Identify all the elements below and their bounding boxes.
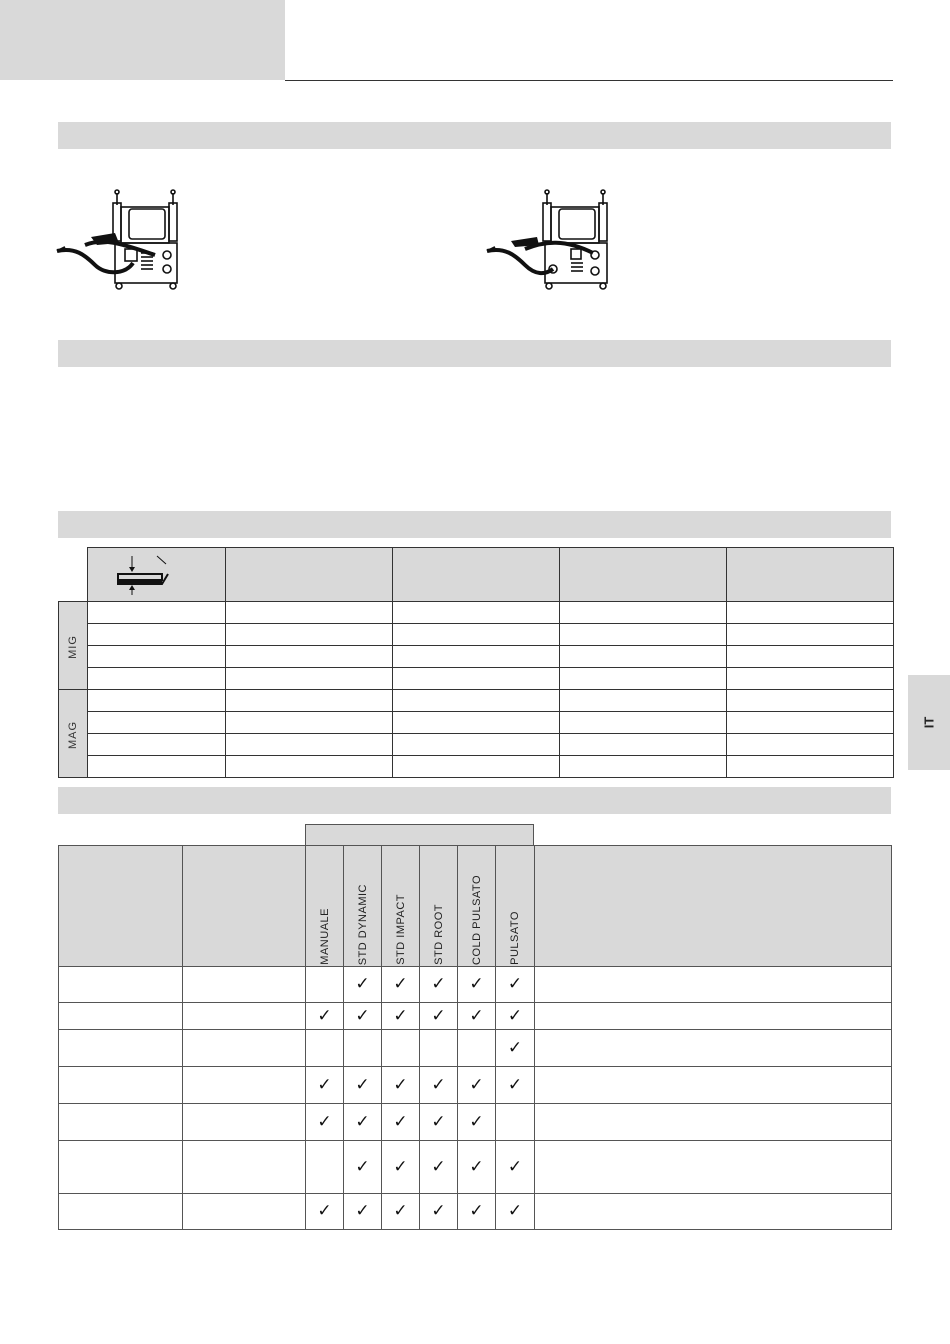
table-cell xyxy=(226,668,393,690)
mode-cell xyxy=(458,1030,496,1067)
mode-col-std-impact xyxy=(382,846,420,967)
mode-col-std-dynamic xyxy=(344,846,382,967)
table-cell xyxy=(560,712,727,734)
table-row xyxy=(59,1194,892,1230)
check-icon: ✓ xyxy=(431,974,446,993)
check-icon: ✓ xyxy=(317,1005,332,1025)
check-icon: ✓ xyxy=(469,1156,484,1176)
mode-cell xyxy=(306,1141,344,1194)
section-band-thickness-table xyxy=(58,511,891,538)
welder-illustration-right xyxy=(485,185,620,295)
notes-cell xyxy=(535,1194,892,1230)
mode-cell xyxy=(420,1194,458,1230)
table-cell xyxy=(226,690,393,712)
thickness-table xyxy=(58,547,894,778)
check-icon: ✓ xyxy=(469,1111,484,1131)
check-icon: ✓ xyxy=(393,974,408,993)
notes-cell xyxy=(535,967,892,1003)
mode-cell xyxy=(344,1030,382,1067)
function-cell xyxy=(59,1003,183,1030)
mode-col-label: STD IMPACT xyxy=(394,894,407,965)
modes-table xyxy=(58,845,892,1230)
mode-cell xyxy=(496,1003,535,1030)
modes-header-cell-notes xyxy=(535,846,892,967)
mode-cell xyxy=(458,1141,496,1194)
table-cell xyxy=(393,646,560,668)
check-icon: ✓ xyxy=(507,1037,523,1057)
check-icon: ✓ xyxy=(431,1005,446,1025)
value-cell xyxy=(183,1194,306,1230)
mode-cell xyxy=(306,967,344,1003)
mode-cell xyxy=(306,1003,344,1030)
check-icon: ✓ xyxy=(469,1005,484,1025)
table-cell xyxy=(560,690,727,712)
function-cell xyxy=(59,1104,183,1141)
table-cell xyxy=(727,690,894,712)
mode-cell xyxy=(344,1003,382,1030)
check-icon: ✓ xyxy=(507,1005,523,1025)
mode-cell xyxy=(344,1141,382,1194)
value-cell xyxy=(183,1003,306,1030)
mode-cell xyxy=(306,1194,344,1230)
table-cell xyxy=(393,756,560,778)
table-cell xyxy=(393,690,560,712)
table-row xyxy=(59,734,894,756)
welder-illustration-left xyxy=(55,185,190,295)
mode-cell xyxy=(496,1194,535,1230)
function-cell xyxy=(59,967,183,1003)
table-cell xyxy=(727,624,894,646)
table-row xyxy=(59,967,892,1003)
mode-cell xyxy=(420,1030,458,1067)
mode-cell xyxy=(344,1104,382,1141)
check-icon: ✓ xyxy=(355,1111,370,1131)
mode-cell xyxy=(496,1141,535,1194)
check-icon: ✓ xyxy=(431,1074,446,1094)
table-cell xyxy=(727,756,894,778)
section-band-modes-table xyxy=(58,787,891,814)
table-cell xyxy=(727,734,894,756)
table-row xyxy=(59,624,894,646)
thickness-col-header-4 xyxy=(727,548,894,602)
check-icon: ✓ xyxy=(393,1156,408,1176)
language-tab-label: IT xyxy=(921,716,937,729)
mode-col-pulsato xyxy=(496,846,535,967)
group-label-mig xyxy=(59,602,88,690)
check-icon: ✓ xyxy=(355,1156,370,1176)
table-cell xyxy=(226,646,393,668)
thickness-col-header-3 xyxy=(560,548,727,602)
table-cell xyxy=(727,712,894,734)
check-icon: ✓ xyxy=(393,1005,408,1025)
mode-col-manuale xyxy=(306,846,344,967)
check-icon: ✓ xyxy=(469,1201,484,1220)
table-cell xyxy=(393,602,560,624)
check-icon: ✓ xyxy=(507,1156,523,1176)
mode-cell xyxy=(344,1067,382,1104)
table-cell xyxy=(88,756,226,778)
section-band-torch-connection xyxy=(58,122,891,149)
table-cell xyxy=(226,624,393,646)
table-row xyxy=(59,712,894,734)
mode-cell xyxy=(382,967,420,1003)
check-icon: ✓ xyxy=(317,1074,332,1094)
table-cell xyxy=(560,646,727,668)
value-cell xyxy=(183,1141,306,1194)
table-cell xyxy=(88,668,226,690)
function-cell xyxy=(59,1067,183,1104)
mode-col-label: PULSATO xyxy=(509,911,521,965)
table-row xyxy=(59,1104,892,1141)
mode-col-label: STD ROOT xyxy=(432,904,445,965)
table-row xyxy=(59,690,894,712)
table-cell xyxy=(88,602,226,624)
modes-header-row xyxy=(59,846,892,967)
mode-cell xyxy=(420,1141,458,1194)
table-row xyxy=(59,1030,892,1067)
language-tab[interactable] xyxy=(908,675,950,770)
table-cell xyxy=(727,646,894,668)
value-cell xyxy=(183,967,306,1003)
mode-col-label: MANUALE xyxy=(318,908,331,965)
mode-cell xyxy=(420,1104,458,1141)
check-icon: ✓ xyxy=(507,1201,523,1220)
check-icon: ✓ xyxy=(469,974,484,993)
check-icon: ✓ xyxy=(355,974,370,993)
check-icon: ✓ xyxy=(393,1111,408,1131)
mode-cell xyxy=(306,1104,344,1141)
section-band-description xyxy=(58,340,891,367)
mode-cell xyxy=(458,967,496,1003)
notes-cell xyxy=(535,1003,892,1030)
mode-cell xyxy=(382,1067,420,1104)
notes-cell xyxy=(535,1030,892,1067)
table-row xyxy=(59,1003,892,1030)
mode-cell xyxy=(458,1104,496,1141)
table-row xyxy=(59,646,894,668)
check-icon: ✓ xyxy=(431,1111,446,1131)
mode-cell xyxy=(496,1067,535,1104)
table-cell xyxy=(88,712,226,734)
table-cell xyxy=(393,734,560,756)
table-cell xyxy=(88,624,226,646)
table-cell xyxy=(560,624,727,646)
table-cell xyxy=(560,668,727,690)
value-cell xyxy=(183,1030,306,1067)
table-cell xyxy=(226,712,393,734)
mode-cell xyxy=(306,1030,344,1067)
mode-cell xyxy=(458,1003,496,1030)
check-icon: ✓ xyxy=(355,1074,370,1094)
table-row xyxy=(59,1067,892,1104)
mode-col-label: STD DYNAMIC xyxy=(356,883,369,965)
modes-table-body xyxy=(59,967,892,1230)
check-icon: ✓ xyxy=(507,974,523,993)
table-cell xyxy=(560,734,727,756)
check-icon: ✓ xyxy=(431,1156,446,1176)
mode-cell xyxy=(420,1067,458,1104)
table-cell xyxy=(88,690,226,712)
modes-header-cell-value xyxy=(183,846,306,967)
table-cell xyxy=(560,602,727,624)
thickness-col-header-1 xyxy=(226,548,393,602)
table-cell xyxy=(226,602,393,624)
mode-col-label: COLD PULSATO xyxy=(470,875,483,965)
function-cell xyxy=(59,1141,183,1194)
header-title-box xyxy=(0,0,285,80)
check-icon: ✓ xyxy=(355,1201,370,1220)
mode-cell xyxy=(382,1003,420,1030)
table-cell xyxy=(393,668,560,690)
group-label-mag xyxy=(59,690,88,778)
modes-group-header xyxy=(305,824,534,846)
mode-cell xyxy=(344,967,382,1003)
notes-cell xyxy=(535,1104,892,1141)
mode-cell xyxy=(496,1030,535,1067)
table-cell xyxy=(560,756,727,778)
check-icon: ✓ xyxy=(469,1074,484,1094)
table-cell xyxy=(88,734,226,756)
mode-cell xyxy=(306,1067,344,1104)
check-icon: ✓ xyxy=(393,1074,408,1094)
table-row xyxy=(59,668,894,690)
mode-cell xyxy=(382,1104,420,1141)
notes-cell xyxy=(535,1141,892,1194)
group-label-text: MIG xyxy=(67,634,80,659)
check-icon: ✓ xyxy=(431,1201,446,1220)
mode-cell xyxy=(458,1067,496,1104)
thickness-col-header-2 xyxy=(393,548,560,602)
mode-col-cold-pulsato xyxy=(458,846,496,967)
value-cell xyxy=(183,1104,306,1141)
notes-cell xyxy=(535,1067,892,1104)
table-row xyxy=(59,1141,892,1194)
table-row xyxy=(59,756,894,778)
table-cell xyxy=(226,734,393,756)
mode-cell xyxy=(458,1194,496,1230)
thickness-header-cell xyxy=(88,548,226,602)
function-cell xyxy=(59,1194,183,1230)
check-icon: ✓ xyxy=(507,1074,523,1094)
check-icon: ✓ xyxy=(393,1201,408,1220)
table-row xyxy=(59,602,894,624)
function-cell xyxy=(59,1030,183,1067)
table-cell xyxy=(727,668,894,690)
table-cell xyxy=(393,624,560,646)
table-corner xyxy=(59,548,88,602)
group-label-text: MAG xyxy=(67,720,80,749)
mode-cell xyxy=(382,1030,420,1067)
mode-cell xyxy=(382,1194,420,1230)
mode-cell xyxy=(496,967,535,1003)
check-icon: ✓ xyxy=(355,1005,370,1025)
value-cell xyxy=(183,1067,306,1104)
table-cell xyxy=(727,602,894,624)
mode-cell xyxy=(420,1003,458,1030)
modes-header-cell-function xyxy=(59,846,183,967)
thickness-icon xyxy=(88,548,225,596)
mode-cell xyxy=(344,1194,382,1230)
mode-cell xyxy=(496,1104,535,1141)
table-cell xyxy=(88,646,226,668)
mode-col-std-root xyxy=(420,846,458,967)
mode-cell xyxy=(382,1141,420,1194)
header-rule xyxy=(285,80,893,81)
mode-cell xyxy=(420,967,458,1003)
table-cell xyxy=(393,712,560,734)
table-cell xyxy=(226,756,393,778)
check-icon: ✓ xyxy=(317,1111,332,1131)
check-icon: ✓ xyxy=(317,1201,332,1220)
